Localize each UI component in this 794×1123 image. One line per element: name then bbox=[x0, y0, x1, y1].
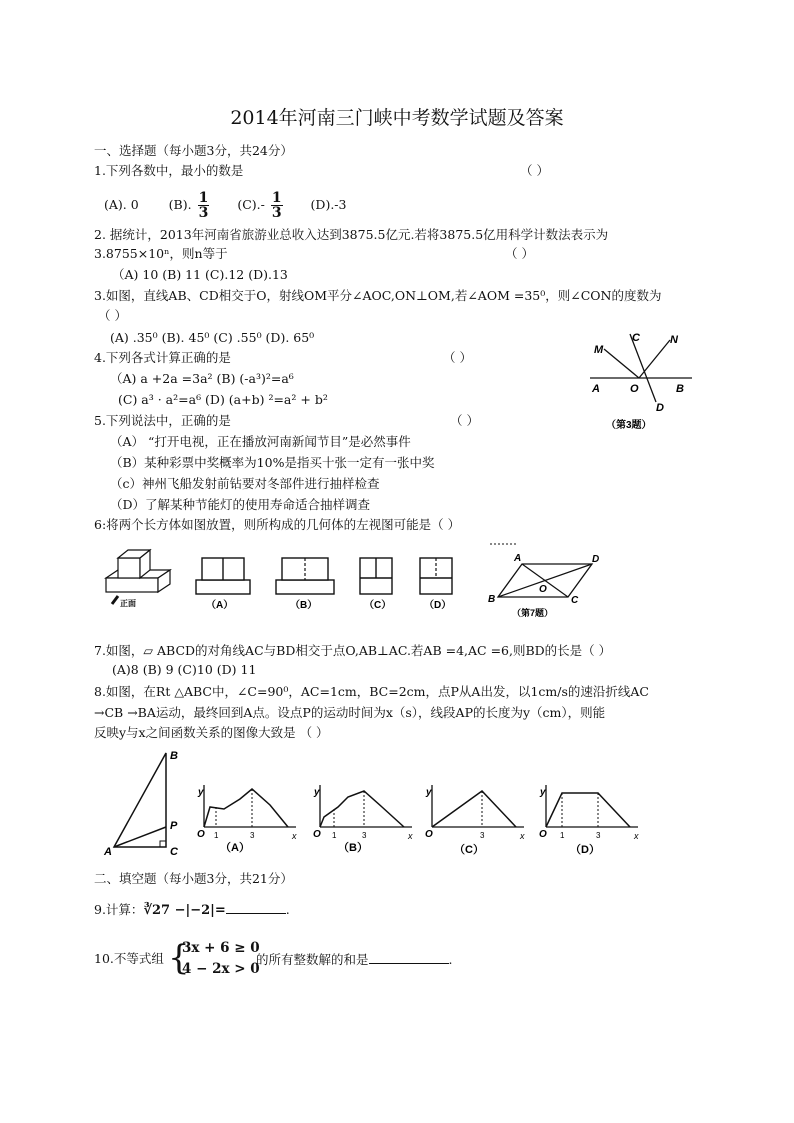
question-5-option-a: （A） “打开电视，正在播放河南新闻节目”是必然事件 bbox=[110, 434, 411, 449]
label-c: C bbox=[632, 332, 640, 344]
question-1-paren: （ ） bbox=[520, 163, 549, 178]
label-c: C bbox=[170, 846, 178, 858]
svg-text:x: x bbox=[520, 831, 525, 841]
option-a: (A). 0 bbox=[104, 197, 139, 212]
ray-on bbox=[639, 340, 670, 378]
graph-option-d bbox=[539, 785, 639, 856]
option-c-prefix: (C).- bbox=[237, 197, 265, 212]
svg-text:1: 1 bbox=[560, 831, 565, 840]
question-5-option-c: （c）神州飞船发射前钻要对冬部件进行抽样检查 bbox=[110, 476, 380, 491]
front-arrow bbox=[112, 596, 118, 604]
question-9 bbox=[94, 901, 290, 919]
figure-3-caption: （第3题） bbox=[606, 420, 652, 431]
question-8-line3: 反映y与x之间函数关系的图像大致是 （ ） bbox=[94, 725, 329, 740]
view-option-c bbox=[360, 558, 392, 611]
fraction-neg-one-third bbox=[271, 191, 283, 220]
question-5-option-d: （D）了解某种节能灯的使用寿命适合抽样调查 bbox=[110, 497, 371, 512]
svg-text:x: x bbox=[634, 831, 639, 841]
label-d: D bbox=[656, 402, 664, 414]
question-4-paren: （ ） bbox=[443, 350, 472, 365]
svg-text:3: 3 bbox=[480, 831, 485, 840]
label-a: A bbox=[104, 846, 112, 858]
question-9-prefix: 9.计算： bbox=[94, 902, 144, 917]
question-9-expression: ∛27 −|−2|= bbox=[143, 903, 226, 918]
view-option-d bbox=[420, 558, 452, 611]
graph-option-a bbox=[197, 785, 297, 854]
label-b: B bbox=[488, 594, 496, 605]
answer-blank[interactable] bbox=[369, 951, 449, 964]
fraction-numerator: 1 bbox=[198, 190, 209, 206]
question-6-stem: 6:将两个长方体如图放置，则所构成的几何体的左视图可能是（ ） bbox=[94, 517, 461, 532]
brace-icon: { bbox=[168, 938, 190, 978]
svg-text:y: y bbox=[540, 787, 546, 798]
graph-b-label: （B） bbox=[338, 842, 368, 854]
label-a: A bbox=[514, 553, 522, 564]
question-3-options: (A) .35⁰ (B). 45⁰ (C) .55⁰ (D). 65⁰ bbox=[110, 330, 315, 345]
option-d: (D).-3 bbox=[310, 197, 347, 212]
question-8-line1: 8.如图，在Rt △ABC中，∠C=90⁰，AC=1cm，BC=2cm，点P从A出发，以1cm/s的速沿折线AC bbox=[94, 684, 649, 699]
fraction-one-third bbox=[198, 191, 210, 220]
right-triangle-figure bbox=[103, 750, 179, 858]
svg-text:O: O bbox=[539, 829, 547, 840]
fraction-numerator: 1 bbox=[271, 190, 282, 206]
option-c-label: （C） bbox=[364, 600, 392, 611]
label-p: P bbox=[170, 820, 178, 832]
label-b: B bbox=[676, 383, 684, 395]
question-10-end: . bbox=[448, 952, 453, 967]
stacked-boxes-figure bbox=[106, 550, 170, 608]
question-4-options-1: （A) a +2a =3a² (B) (-a³)²=a⁶ bbox=[110, 371, 294, 386]
question-4-stem: 4.下列各式计算正确的是 bbox=[94, 350, 231, 365]
inequality-1: 3x + 6 ≥ 0 bbox=[182, 940, 260, 956]
section-heading-choice: 一、选择题（每小题3分，共24分） bbox=[94, 143, 293, 158]
option-b-label: （B） bbox=[290, 600, 318, 611]
label-n: N bbox=[670, 334, 678, 346]
question-2-line1: 2. 据统计，2013年河南省旅游业总收入达到3875.5亿元.若将3875.5亿用科学计数法表示为 bbox=[94, 227, 609, 242]
front-label: 正面 bbox=[120, 599, 136, 608]
svg-text:O: O bbox=[313, 829, 321, 840]
question-2-line2: 3.8755×10ⁿ，则n等于 bbox=[94, 246, 228, 261]
section-heading-fill: 二、填空题（每小题3分，共21分） bbox=[94, 871, 293, 886]
graph-a-label: （A） bbox=[220, 842, 250, 854]
svg-text:x: x bbox=[292, 831, 297, 841]
graph-option-b bbox=[313, 785, 413, 854]
label-m: M bbox=[594, 344, 604, 356]
svg-text:3: 3 bbox=[596, 831, 601, 840]
question-5-paren: （ ） bbox=[450, 413, 479, 428]
fraction-denominator: 3 bbox=[198, 205, 209, 221]
svg-text:O: O bbox=[425, 829, 433, 840]
question-7-stem: 7.如图，▱ ABCD的对角线AC与BD相交于点O,AB⊥AC.若AB =4,AC =6,则BD的长是（ ） bbox=[94, 643, 612, 658]
ray-om bbox=[604, 349, 639, 378]
svg-text:x: x bbox=[408, 831, 413, 841]
svg-text:y: y bbox=[198, 787, 204, 798]
inequality-2: 4 − 2x > 0 bbox=[182, 961, 260, 977]
label-a: A bbox=[592, 383, 600, 395]
question-5-stem: 5.下列说法中，正确的是 bbox=[94, 413, 231, 428]
svg-text:3: 3 bbox=[362, 831, 367, 840]
question-1-options bbox=[104, 191, 346, 220]
view-option-b bbox=[276, 558, 334, 611]
figure-7-parallelogram bbox=[488, 544, 599, 618]
view-option-a bbox=[196, 558, 250, 611]
question-3-line1: 3.如图，直线AB、CD相交于O，射线OM平分∠AOC,ON⊥OM,若∠AOM =35⁰，则∠CON的度数为 bbox=[94, 288, 662, 303]
label-c: C bbox=[571, 595, 579, 606]
graph-d-label: （D） bbox=[570, 844, 600, 856]
question-8-line2: →CB →BA运动，最终回到A点。设点P的运动时间为x（s），线段AP的长度为y（cm），则能 bbox=[94, 705, 606, 720]
label-d: D bbox=[592, 554, 600, 565]
graph-option-c bbox=[425, 785, 525, 856]
question-5-option-b: （B）某种彩票中奖概率为10%是指买十张一定有一张中奖 bbox=[110, 455, 435, 470]
graph-c-label: （C） bbox=[454, 844, 484, 856]
svg-text:y: y bbox=[426, 787, 432, 798]
figure-3-angle-diagram bbox=[584, 328, 704, 434]
fraction-denominator: 3 bbox=[271, 205, 282, 221]
svg-text:y: y bbox=[314, 787, 320, 798]
svg-text:3: 3 bbox=[250, 831, 255, 840]
question-2-paren: （ ） bbox=[505, 246, 534, 261]
question-7-options: (A)8 (B) 9 (C)10 (D) 11 bbox=[112, 662, 257, 677]
question-4-options-2: (C) a³ · a²=a⁶ (D) (a+b) ²=a² + b² bbox=[118, 392, 328, 407]
answer-blank[interactable] bbox=[226, 901, 286, 914]
figure-6-7-row bbox=[98, 540, 618, 620]
label-b: B bbox=[170, 750, 178, 762]
question-9-suffix: . bbox=[285, 902, 290, 917]
question-1-stem: 1.下列各数中，最小的数是 bbox=[94, 163, 244, 178]
svg-text:O: O bbox=[197, 829, 205, 840]
option-b-prefix: (B). bbox=[168, 197, 192, 212]
label-o: O bbox=[539, 584, 547, 595]
question-10-prefix: 10.不等式组 bbox=[94, 951, 164, 966]
svg-text:1: 1 bbox=[332, 831, 337, 840]
question-10-text bbox=[256, 951, 453, 968]
option-d-label: （D） bbox=[424, 600, 452, 611]
svg-text:1: 1 bbox=[214, 831, 219, 840]
question-2-options: （A) 10 (B) 11 (C).12 (D).13 bbox=[112, 267, 288, 282]
figure-7-caption: （第7题） bbox=[512, 608, 554, 618]
option-a-label: （A） bbox=[206, 600, 234, 611]
label-o: O bbox=[630, 383, 639, 395]
page-title: 2014年河南三门峡中考数学试题及答案 bbox=[230, 107, 564, 129]
question-10-suffix: 的所有整数解的和是 bbox=[256, 952, 369, 967]
question-3-paren: （ ） bbox=[98, 308, 127, 323]
figure-8-graphs bbox=[100, 745, 660, 865]
